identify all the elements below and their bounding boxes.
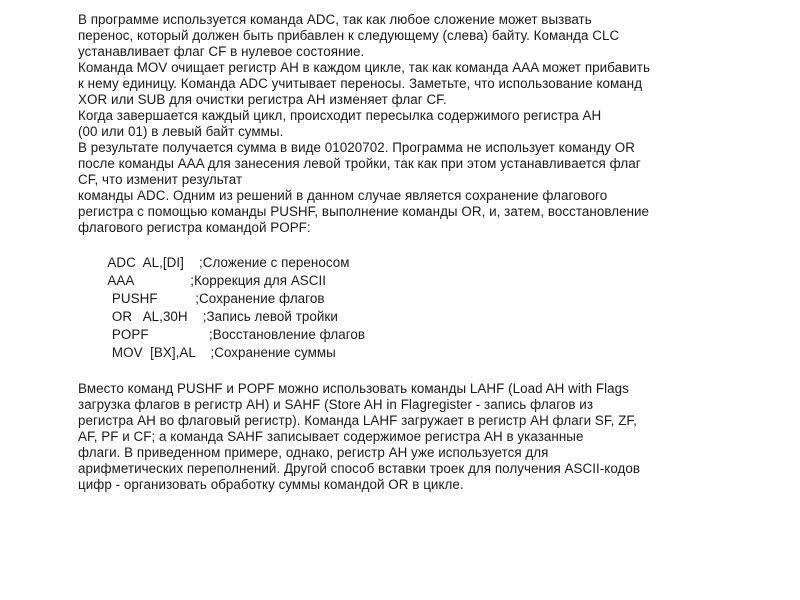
- paragraph-cycle-end: Когда завершается каждый цикл, происходит пересылка содержимого регистра AH (00 или 01) в левый байт суммы.: [78, 108, 602, 139]
- document-body: [78, 12, 758, 493]
- paragraph-mov-ah: Команда MOV очищает регистр AH в каждом цикле, так как команда AAA может прибавить к нему единицу. Команда ADC учитывает переносы. Заметьте, что использование команд XOR или SUB для очистки регистра AH изменяет флаг CF.: [78, 60, 650, 107]
- code-comment: ;Сохранение флагов: [195, 291, 325, 306]
- code-instruction: MOV [BX],AL: [78, 345, 211, 360]
- code-comment: ;Восстановление флагов: [208, 327, 366, 342]
- code-instruction: ADC AL,[DI]: [78, 255, 200, 270]
- spacer: [78, 362, 758, 381]
- code-comment: ;Коррекция для ASCII: [190, 273, 327, 288]
- paragraph-adc-carry: В программе используется команда ADC, так как любое сложение может вызвать перенос, который должен быть прибавлен к следующему (слева) байту. Команда CLC устанавливает флаг CF в нулевое состояние.: [78, 12, 620, 59]
- code-comment: ;Сохранение суммы: [210, 345, 336, 360]
- code-instruction: AAA: [78, 273, 191, 288]
- paragraph-result-sum: В результате получается сумма в виде 01020702. Программа не использует команду OR после команды AAA для занесения левой тройки, так как при этом устанавливается флаг CF, что изменит результат: [78, 140, 641, 187]
- paragraph-pushf-solution: команды ADC. Одним из решений в данном случае является сохранение флагового регистра с помощью команды PUSHF, выполнение команды OR, и, затем, восстановление флагового регистра командой POPF:: [78, 188, 650, 235]
- code-comment: ;Сложение с переносом: [199, 255, 350, 270]
- code-line: [78, 254, 458, 272]
- code-instruction: POPF: [78, 327, 209, 342]
- code-instruction: PUSHF: [78, 291, 196, 306]
- code-listing: [78, 254, 458, 362]
- code-line: [78, 290, 458, 308]
- code-line: [78, 344, 458, 362]
- code-line: [78, 272, 458, 290]
- code-comment: ;Запись левой тройки: [202, 309, 338, 324]
- code-line: [78, 326, 458, 344]
- code-instruction: OR AL,30H: [78, 309, 203, 324]
- code-line: [78, 308, 458, 326]
- paragraph-lahf-sahf: Вместо команд PUSHF и POPF можно использовать команды LAHF (Load AH with Flags загрузка флагов в регистр AH) и SAHF (Store AH in Flagregister - запись флагов из регистра AH во флаговый регистр). Команда LAHF загружает в регистр AH флаги SF, ZF, AF, PF и CF; а команда SAHF записывает содержимое регистра AH в указанные флаги. В приведенном примере, однако, регистр AH уже используется для арифметических переполнений. Другой способ вставки троек для получения ASCII-кодов цифр - организовать обработку суммы командой OR в цикле.: [78, 381, 641, 492]
